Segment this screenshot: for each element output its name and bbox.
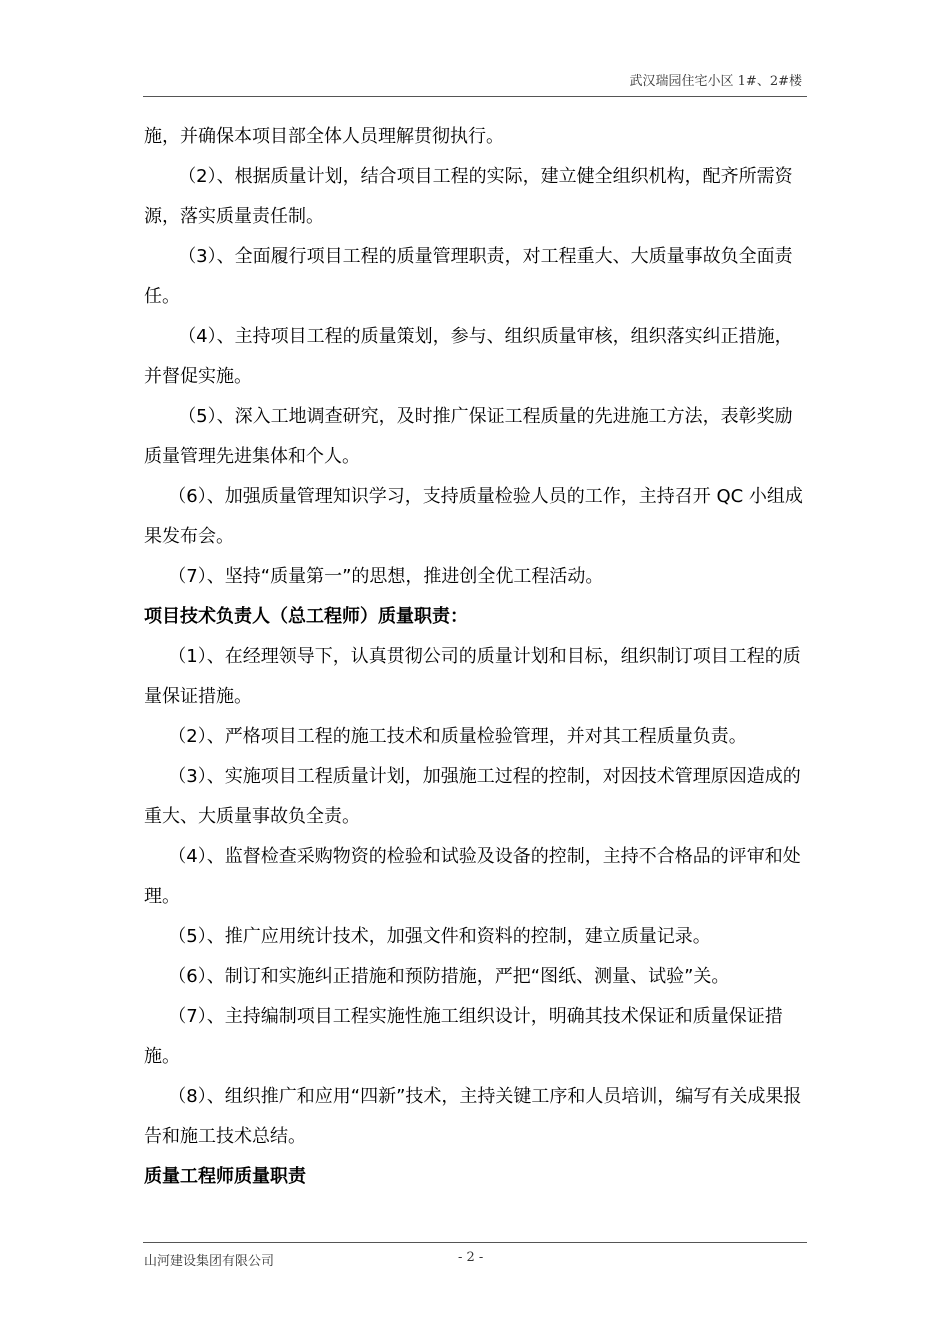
paragraph: （4）、监督检查采购物资的检验和试验及设备的控制，主持不合格品的评审和处理。	[144, 846, 801, 907]
paragraph: （5）、深入工地调查研究，及时推广保证工程质量的先进施工方法，表彰奖励质量管理先进集体和个人。	[144, 406, 793, 467]
paragraph: （7）、坚持“质量第一”的思想，推进创全优工程活动。	[168, 566, 604, 587]
paragraph: （3）、全面履行项目工程的质量管理职责，对工程重大、大质量事故负全面责任。	[144, 246, 793, 307]
page-number: - 2 -	[458, 1250, 484, 1265]
section-heading: 项目技术负责人（总工程师）质量职责：	[144, 606, 468, 627]
paragraph: （6）、加强质量管理知识学习，支持质量检验人员的工作，主持召开 QC 小组成果发布会。	[144, 486, 803, 547]
paragraph: （6）、制订和实施纠正措施和预防措施，严把“图纸、测量、试验”关。	[168, 966, 730, 987]
header-divider	[143, 96, 807, 97]
paragraph: （8）、组织推广和应用“四新”技术，主持关键工序和人员培训，编写有关成果报告和施工技术总结。	[144, 1086, 802, 1147]
paragraph: 施，并确保本项目部全体人员理解贯彻执行。	[144, 126, 504, 147]
paragraph: （4）、主持项目工程的质量策划，参与、组织质量审核，组织落实纠正措施，并督促实施。	[144, 326, 793, 387]
paragraph: （1）、在经理领导下，认真贯彻公司的质量计划和目标，组织制订项目工程的质量保证措施。	[144, 646, 801, 707]
paragraph: （2）、严格项目工程的施工技术和质量检验管理，并对其工程质量负责。	[168, 726, 747, 747]
paragraph: （3）、实施项目工程质量计划，加强施工过程的控制，对因技术管理原因造成的重大、大质量事故负全责。	[144, 766, 801, 827]
paragraph: （2）、根据质量计划，结合项目工程的实际，建立健全组织机构，配齐所需资源，落实质量责任制。	[144, 166, 793, 227]
paragraph: （5）、推广应用统计技术，加强文件和资料的控制，建立质量记录。	[168, 926, 711, 947]
footer-divider	[143, 1242, 807, 1243]
header-title: 武汉瑞园住宅小区 1#、2#楼	[629, 74, 802, 89]
paragraph: （7）、主持编制项目工程实施性施工组织设计，明确其技术保证和质量保证措施。	[144, 1006, 783, 1067]
document-body	[144, 117, 808, 1197]
footer-company: 山河建设集团有限公司	[144, 1254, 275, 1269]
section-heading: 质量工程师质量职责	[144, 1166, 306, 1187]
